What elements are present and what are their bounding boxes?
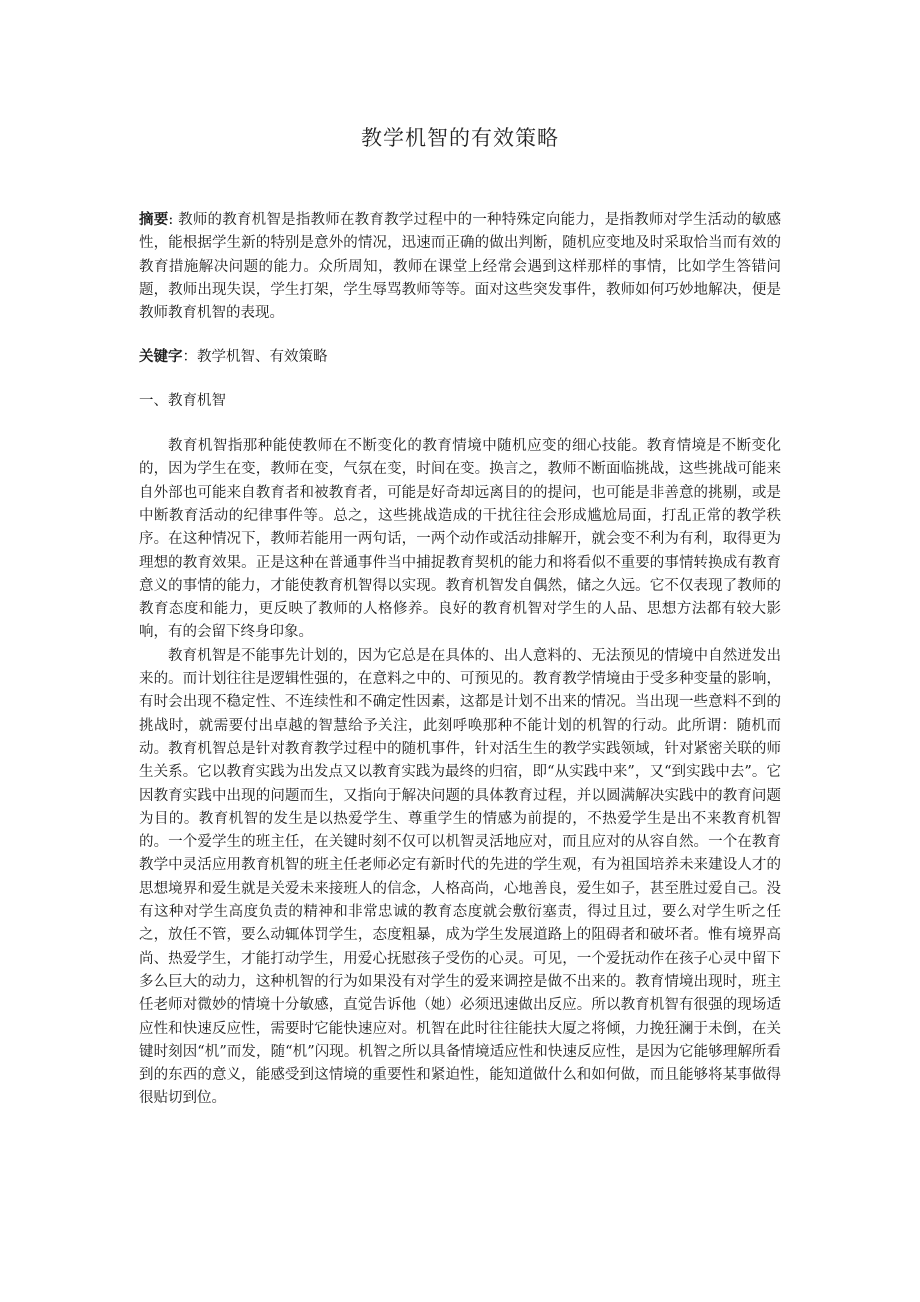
paragraph-2: 教育机智是不能事先计划的，因为它总是在具体的、出人意料的、无法预见的情境中自然迸发出来的。而计划往往是逻辑性强的，在意料之中的、可预见的。教育教学情境由于受多种变量的影响，有时会出现不稳定性、不连续性和不确定性因素，这都是计划不出来的情况。当出现一些意料不到的挑战时，就需要付出卓越的智慧给予关注，此刻呼唤那种不能计划的机智的行动。此所谓：随机而动。教育机智总是针对教育教学过程中的随机事件，针对活生生的教学实践领域，针对紧密关联的师生关系。它以教育实践为出发点又以教育实践为最终的归宿，即“从实践中来”，又“到实践中去”。它因教育实践中出现的问题而生，又指向于解决问题的具体教育过程，并以圆满解决实践中的教育问题为目的。教育机智的发生是以热爱学生、尊重学生的情感为前提的，不热爱学生是出不来教育机智的。一个爱学生的班主任，在关键时刻不仅可以机智灵活地应对，而且应对的从容自然。一个在教育教学中灵活应用教育机智的班主任老师必定有新时代的先进的学生观，有为祖国培养未来建设人才的思想境界和爱生就是关爱未来接班人的信念，人格高尚，心地善良，爱生如子，甚至胜过爱自己。没有这种对学生高度负责的精神和非常忠诚的教育态度就会敷衍塞责，得过且过，要么对学生听之任之，放任不管，要么动辄体罚学生，态度粗暴，成为学生发展道路上的阻碍者和破坏者。惟有境界高尚、热爱学生，才能打动学生，用爱心抚慰孩子受伤的心灵。可见，一个爱抚动作在孩子心灵中留下多么巨大的动力，这种机智的行为如果没有对学生的爱来调控是做不出来的。教育情境出现时，班主任老师对微妙的情境十分敏感，直觉告诉他（她）必须迅速做出反应。所以教育机智有很强的现场适应性和快速反应性，需要时它能快速应对。机智在此时往往能扶大厦之将倾，力挽狂澜于未倒，在关键时刻因“机”而发，随“机”闪现。机智之所以具备情境适应性和快速反应性，是因为它能够理解所看到的东西的意义，能感受到这情境的重要性和紧迫性，能知道做什么和如何做，而且能够将某事做得很贴切到位。 (139, 647, 781, 1107)
keywords-label: 关键字 (139, 348, 183, 366)
abstract: 摘要: 教师的教育机智是指教师在教育教学过程中的一种特殊定向能力，是指教师对学生活动的敏感性，能根据学生新的特别是意外的情况，迅速而正确的做出判断，随机应变地及时采取恰当而有效的教育措施解决问题的能力。众所周知，教师在课堂上经常会遇到这样那样的事情，比如学生答错问题，教师出现失误，学生打架，学生辱骂教师等等。面对这些突发事件，教师如何巧妙地解决，便是教师教育机智的表现。 (139, 211, 782, 322)
keywords: 关键字：教学机智、有效策略 (139, 348, 328, 366)
section-heading: 一、教育机智 (139, 392, 226, 409)
page-title: 教学机智的有效策略 (361, 126, 559, 150)
abstract-text: 教师的教育机智是指教师在教育教学过程中的一种特殊定向能力，是指教师对学生活动的敏感性，能根据学生新的特别是意外的情况，迅速而正确的做出判断，随机应变地及时采取恰当而有效的教育措施解决问题的能力。众所周知，教师在课堂上经常会遇到这样那样的事情，比如学生答错问题，教师出现失误，学生打架，学生辱骂教师等等。面对这些突发事件，教师如何巧妙地解决，便是教师教育机智的表现。 (139, 212, 782, 322)
document-body (139, 208, 781, 1111)
paragraph-1: 教育机智指那种能使教师在不断变化的教育情境中随机应变的细心技能。教育情境是不断变化的，因为学生在变，教师在变，气氛在变，时间在变。换言之，教师不断面临挑战，这些挑战可能来自外部也可能来自教育者和被教育者，可能是好奇却远离目的的提问，也可能是非善意的挑剔，或是中断教育活动的纪律事件等。总之，这些挑战造成的干扰往往会形成尴尬局面，打乱正常的教学秩序。在这种情况下，教师若能用一两句话，一两个动作或活动排解开，就会变不利为有利，取得更为理想的教育效果。正是这种在普通事件当中捕捉教育契机的能力和将看似不重要的事情转换成有教育意义的事情的能力，才能使教育机智得以实现。教育机智发自偶然，储之久远。它不仅表现了教师的教育态度和能力，更反映了教师的人格修养。良好的教育机智对学生的人品、思想方法都有较大影响，有的会留下终身印象。 (139, 438, 781, 641)
abstract-label: 摘要 (139, 211, 169, 228)
keywords-text: 教学机智、有效策略 (197, 349, 328, 366)
